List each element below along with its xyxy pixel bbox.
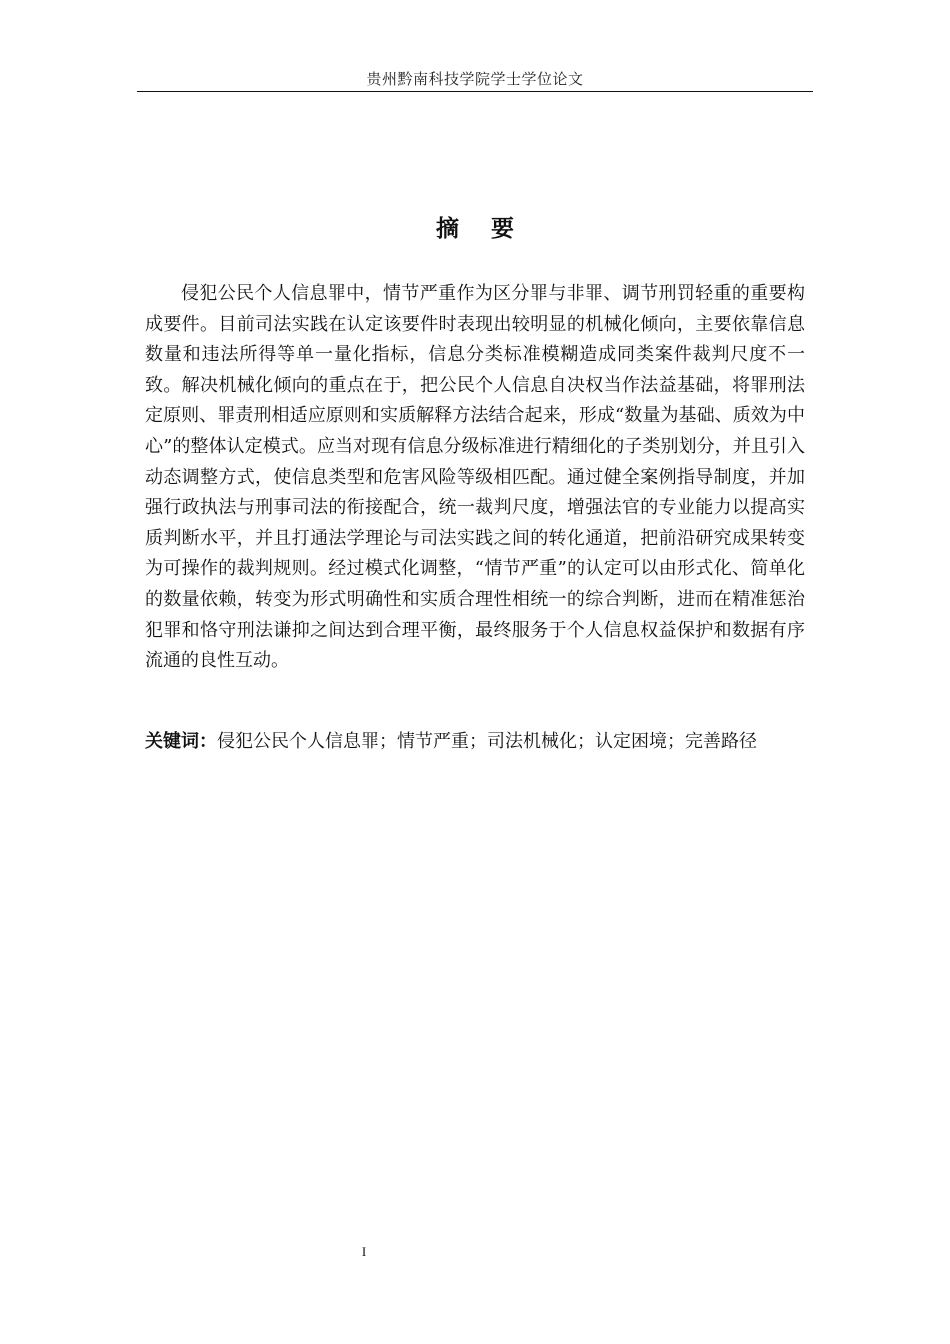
page-number: I xyxy=(361,1244,367,1259)
keywords-text: 侵犯公民个人信息罪；情节严重；司法机械化；认定困境；完善路径 xyxy=(217,731,757,752)
abstract-paragraph: 侵犯公民个人信息罪中，情节严重作为区分罪与非罪、调节刑罚轻重的重要构成要件。目前司法实践在认定该要件时表现出较明显的机械化倾向，主要依靠信息数量和违法所得等单一量化指标，信息分类标准模糊造成同类案件裁判尺度不一致。解决机械化倾向的重点在于，把公民个人信息自决权当作法益基础，将罪刑法定原则、罪责刑相适应原则和实质解释方法结合起来，形成“数量为基础、质效为中心”的整体认定模式。应当对现有信息分级标准进行精细化的子类别划分，并且引入动态调整方式，使信息类型和危害风险等级相匹配。通过健全案例指导制度，并加强行政执法与刑事司法的衔接配合，统一裁判尺度，增强法官的专业能力以提高实质判断水平，并且打通法学理论与司法实践之间的转化通道，把前沿研究成果转变为可操作的裁判规则。经过模式化调整，“情节严重”的认定可以由形式化、简单化的数量依赖，转变为形式明确性和实质合理性相统一的综合判断，进而在精准惩治犯罪和恪守刑法谦抑之间达到合理平衡，最终服务于个人信息权益保护和数据有序流通的良性互动。 xyxy=(145,283,805,672)
abstract-title: 摘 要 xyxy=(435,215,526,242)
running-header: 贵州黔南科技学院学士学位论文 xyxy=(366,70,584,88)
keywords-label: 关键词： xyxy=(145,731,217,752)
keywords-line xyxy=(145,727,805,757)
header-divider xyxy=(137,91,813,92)
